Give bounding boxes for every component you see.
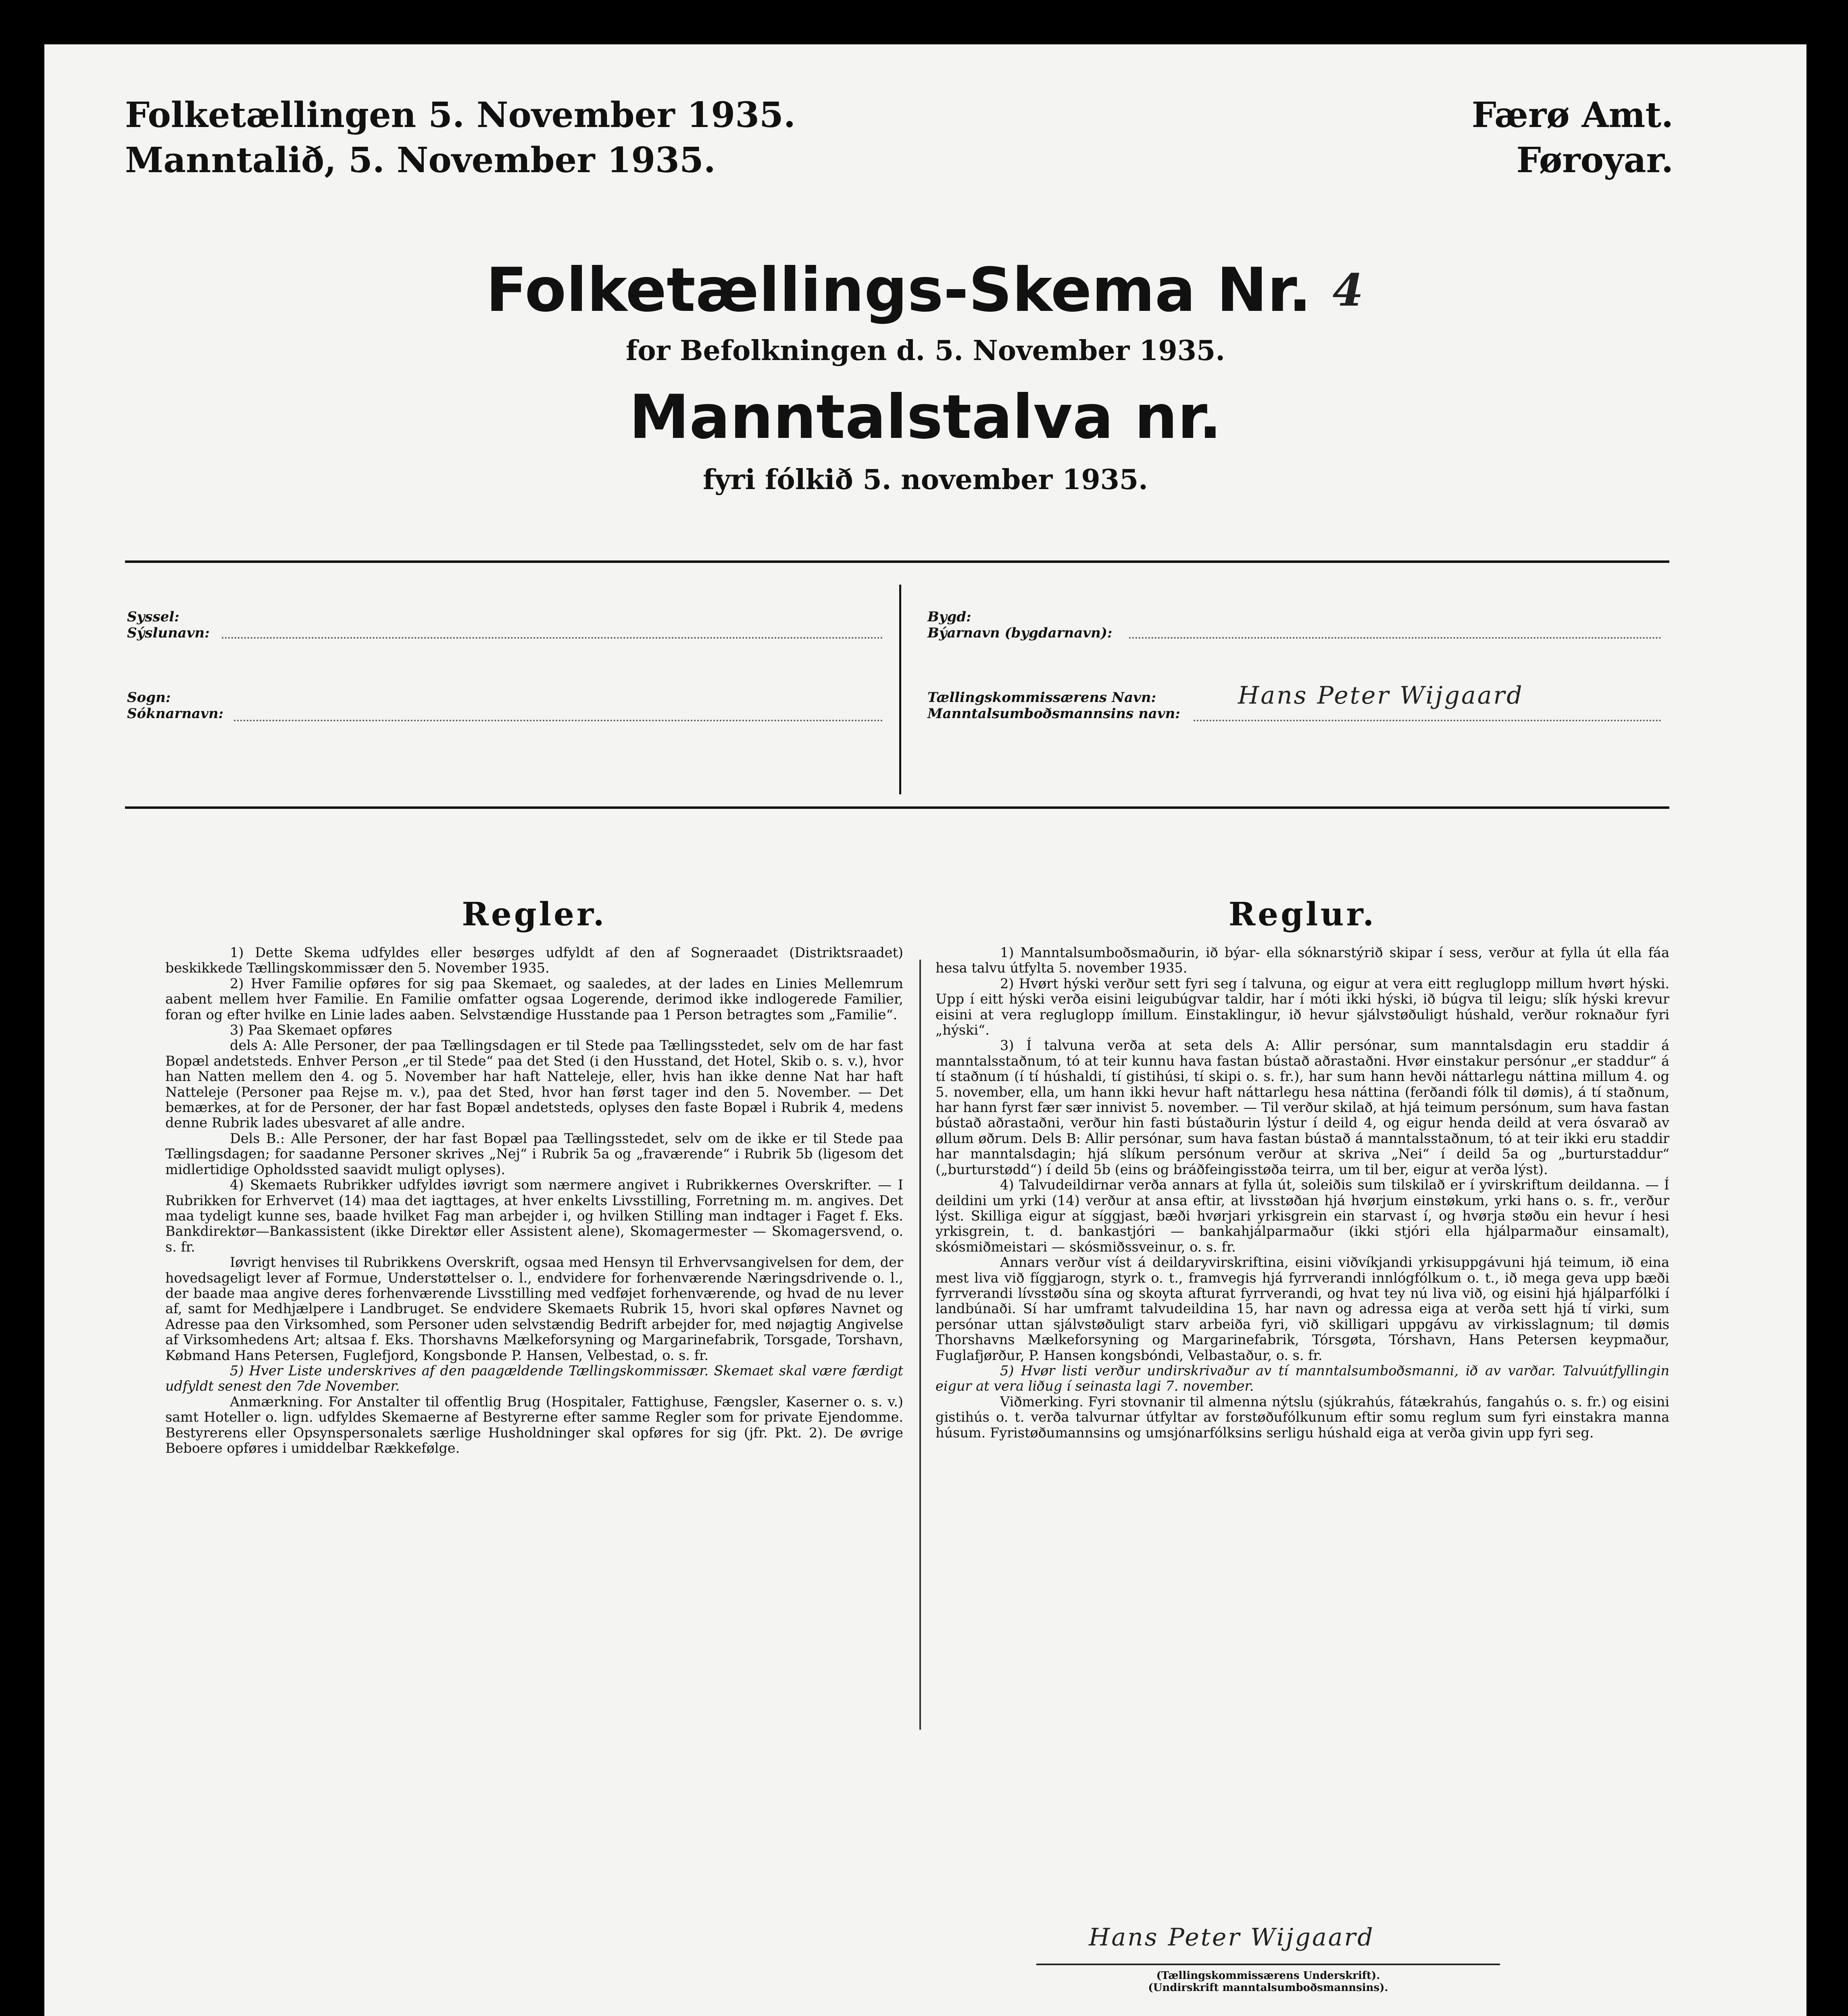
sogn-field[interactable] xyxy=(234,720,883,721)
syssel-label: Syssel: Sýslunavn: xyxy=(127,609,210,641)
form-title xyxy=(44,255,1806,325)
signature-handwritten: Hans Peter Wijgaard xyxy=(1089,1923,1375,1951)
kommissaer-name-handwritten: Hans Peter Wijgaard xyxy=(1238,681,1524,710)
header-right xyxy=(1472,93,1673,183)
danish-rule-3b: Dels B.: Alle Personer, der har fast Bopæl paa Tællingsstedet, selv om de ikke er til Stede paa Tællingsdagen; for saadanne Personer skrives „Nej“ i Rubrik 5a og „fraværende“ i Rubrik 5b (ligesom det midlertidige Opholdssted saavidt muligt oplyses). xyxy=(165,1130,903,1177)
header-district-danish: Færø Amt. xyxy=(1471,95,1673,135)
bottom-rule xyxy=(125,806,1669,809)
faroese-rule-1: 1) Manntalsumboðsmaðurin, ið býar- ella sóknarstýrið skipar í sess, verður at fylla út ella fáa hesa talvu útfylta 5. november 1935. xyxy=(935,945,1669,976)
sogn-label: Sogn: Sóknarnavn: xyxy=(127,689,224,722)
syssel-field[interactable] xyxy=(222,637,883,639)
header-title-faroese: Manntalið, 5. November 1935. xyxy=(125,140,716,181)
danish-rule-4-note: Iøvrigt henvises til Rubrikkens Overskrift, ogsaa med Hensyn til Erhvervsangivelsen for dem, der hovedsageligt lever af Formue, Understøttelser o. l., endvidere for forhenværende Næringsdrivende o. l., der baade maa angive deres forhenværende Livsstilling med vedføjet forhenværende, og hvad de nu lever af, samt for Medhjælpere i Landbruget. Se endvidere Skemaets Rubrik 15, hvori skal opføres Navnet og Adresse paa den Virksomhed, som Personer uden selvstændig Bedrift arbejder for, med nøjagtig Angivelse af Virksomhedens Art; altsaa f. Eks. Thorshavns Mælkeforsyning og Margarinefabrik, Torsgade, Torshavn, Købmand Hans Petersen, Fuglefjord, Kongsbonde P. Hansen, Velbestad, o. s. fr. xyxy=(165,1254,903,1363)
signature-caption: (Tællingskommissærens Underskrift). (Undirskrift manntalsumboðsmannsins). xyxy=(1148,1970,1388,1994)
faroese-rule-3: 3) Í talvuna verða at seta dels A: Allir persónar, sum manntalsdagin eru staddir á manntalsstaðnum, tó at teir kunnu hava fastan bústað aðrastaðni. Hvør einstakur persónur „er staddur“ á tí staðnum (í tí húshaldi, tí gistihúsi, tí skipi o. s. fr.), har sum hann hevði náttarlegu náttina millum 4. og 5. november, ella, um hann ikki hevur haft náttarlegu hesa náttina (ferðandi fólk til dømis), á tí staðnum, har hann fyrst fær sær innivist 5. november. — Til verður skilað, at hjá teimum persónum, sum hava fastan bústað aðrastaðni, verður hin fasti bústaðurin lýstur í deild 4, og eigur henda deild at vera ósvarað av øllum øðrum. Dels B: Allir persónar, sum hava fastan bústað á manntalsstaðnum, tó at teir ikki eru staddir har manntalsdagin; hjá slíkum persónum verður at skriva „Nei“ í deild 5a og „burturstaddur“ („burturstødd“) í deild 5b (eins og bráðfeingisstøða teirra, um til ber, eigur at verða lýst). xyxy=(935,1037,1669,1177)
form-subtitle-danish: for Befolkningen d. 5. November 1935. xyxy=(625,335,1225,367)
danish-rule-4: 4) Skemaets Rubrikker udfyldes iøvrigt som nærmere angivet i Rubrikkernes Overskrifter. — I Rubrikken for Erhvervet (14) maa det iagttages, at hver enkelts Livsstilling, Forretning m. m. angives. Det maa tydeligt kunne ses, baade hvilket Fag man arbejder i, og hvilken Stilling man indtager i Faget f. Eks. Bankdirektør—Bankassistent (ikke Direktør eller Assistent alene), Skomagermester — Skomagersvend, o. s. fr. xyxy=(165,1177,903,1255)
form-number-handwritten: 4 xyxy=(1332,264,1365,316)
faroese-rule-2: 2) Hvørt hýski verður sett fyri seg í talvuna, og eigur at vera eitt regluglopp millum hvørt hýski. Upp í eitt hýski verða eisini leigubúgvar taldir, har í móti ikki hýski, ið búgva til leigu; slík hýski krevur eisini at vera regluglopp ímillum. Einstaklingur, ið hevur sjálvstøðuligt húshald, verður roknaður fyri „hýski“. xyxy=(935,975,1669,1038)
danish-rules-heading: Regler. xyxy=(462,895,607,933)
bygd-label: Bygd: Býarnavn (bygdarnavn): xyxy=(927,609,1113,641)
form-title-text: Folketællings-Skema Nr. xyxy=(485,255,1312,325)
danish-rule-5: 5) Hver Liste underskrives af den paagældende Tællingskommissær. Skemaet skal være færdigt udfyldt senest den 7de November. xyxy=(165,1362,903,1394)
header-district-faroese: Føroyar. xyxy=(1516,140,1673,181)
faroese-rule-5: 5) Hvør listi verður undirskrivaður av tí manntalsumboðsmanni, ið av varðar. Talvuútfyllingin eigur at vera liðug í seinasta lagi 7. november. xyxy=(935,1362,1669,1394)
faroese-rule-4-note: Annars verður víst á deildaryvirskriftina, eisini viðvíkjandi yrkisuppgávuni hjá teimum, ið eina mest liva við fíggjarogn, styrk o. t., framvegis hjá fyrrverandi innlógfólkum o. t., ið mega geva upp bæði fyrrverandi lívsstøðu sína og skoyta afturat fyrrverandi, og hvat tey nú liva við, og eisini hjá hjálparfólki í landbúnaði. Sí har umframt talvudeildina 15, har navn og adressa eiga at verða sett hjá tí virki, sum persónar uttan sjálvstøðuligt starv arbeiða fyri, við skilligari uppgávu av virkisslagnum; til dømis Thorshavns Mælkeforsyning og Margarinefabrik, Tórsgøta, Tórshavn, Hans Petersen keypmaður, Fuglafjørður, P. Hansen kongsbóndi, Velbastaður, o. s. fr. xyxy=(935,1254,1669,1363)
kommissaer-label: Tællingskommissærens Navn: Manntalsumboðsmannsins navn: xyxy=(927,689,1180,722)
signature-line xyxy=(1036,1964,1500,1965)
faroese-remark: Viðmerking. Fyri stovnanir til almenna nýtslu (sjúkrahús, fátækrahús, fangahús o. s. fr.) og eisini gistihús o. t. verða talvurnar útfyltar av forstøðufólkunum eftir somu reglum sum fyri einstakra manna húsum. Fyristøðumannsins og umsjónarfólksins serligu húshald eiga at verða givin upp fyri seg. xyxy=(935,1393,1669,1441)
header-title-danish: Folketællingen 5. November 1935. xyxy=(125,95,796,135)
faroese-rules-column xyxy=(935,895,1669,1441)
kommissaer-field[interactable] xyxy=(1194,720,1661,721)
bygd-field[interactable] xyxy=(1129,637,1661,639)
top-rule xyxy=(125,560,1669,563)
danish-rules-column xyxy=(165,895,903,1456)
danish-remark: Anmærkning. For Anstalter til offentlig Brug (Hospitaler, Fattighuse, Fængsler, Kaserner o. s. v.) samt Hoteller o. lign. udfyldes Skemaerne af Bestyrerne efter samme Regler som for private Ejendomme. Bestyrerens eller Opsynspersonalets særlige Husholdninger skal opføres for sig (jfr. Pkt. 2). De øvrige Beboere opføres i umiddelbar Rækkefølge. xyxy=(165,1393,903,1456)
danish-rule-1: 1) Dette Skema udfyldes eller besørges udfyldt af den af Sogneraadet (Distriktsraadet) beskikkede Tællingskommissær den 5. November 1935. xyxy=(165,945,903,976)
faroese-rule-4: 4) Talvudeildirnar verða annars at fylla út, soleiðis sum tilskilað er í yvirskriftum deildanna. — Í deildini um yrki (14) verður at ansa eftir, at livsstøðan hjá hvørjum einstøkum, yrki hans o. s. fr., verður lýst. Skilliga eigur at síggjast, bæði hvørjari yrkisgrein ein starvast í, og hvørja støðu ein hevur í hesi yrkisgrein, t. d. bankastjóri — bankahjálparmaður (ikki stjóri ella hjálparmaður einsamalt), skósmiðmeistari — skósmiðssveinur, o. s. fr. xyxy=(935,1177,1669,1255)
column-divider xyxy=(919,960,921,1730)
field-divider xyxy=(899,585,901,794)
faroese-rules-heading: Reglur. xyxy=(1228,895,1377,933)
form-title-faroese: Manntalstalva nr. xyxy=(629,382,1222,452)
danish-rule-3a: dels A: Alle Personer, der paa Tællingsdagen er til Stede paa Tællingsstedet, selv om de har fast Bopæl andetsteds. Enhver Person „er til Stede“ paa det Sted (i den Husstand, det Hotel, Skib o. s. v.), hvor han Natten mellem den 4. og 5. November har haft Natteleje, eller, hvis han ikke denne Nat har haft Natteleje (Personer paa Rejse m. v.), paa det Sted, hvor han først tager ind den 5. November. — Det bemærkes, at for de Personer, der har fast Bopæl andetsteds, oplyses den faste Bopæl i Rubrik 4, medens denne Rubrik lades ubesvaret af alle andre. xyxy=(165,1037,903,1131)
census-form-sheet xyxy=(44,44,1806,2016)
danish-rule-2: 2) Hver Familie opføres for sig paa Skemaet, og saaledes, at der lades en Linies Mellemrum aabent mellem hver Familie. En Familie omfatter ogsaa Logerende, derimod ikke indlogerede Familier, foran og efter hvilke en Linie lades aaben. Selvstændige Husstande paa 1 Person betragtes som „Familie“. xyxy=(165,975,903,1023)
header-left xyxy=(125,93,796,183)
form-subtitle-faroese: fyri fólkið 5. november 1935. xyxy=(703,464,1148,496)
danish-rule-3: 3) Paa Skemaet opføres xyxy=(230,1022,392,1038)
